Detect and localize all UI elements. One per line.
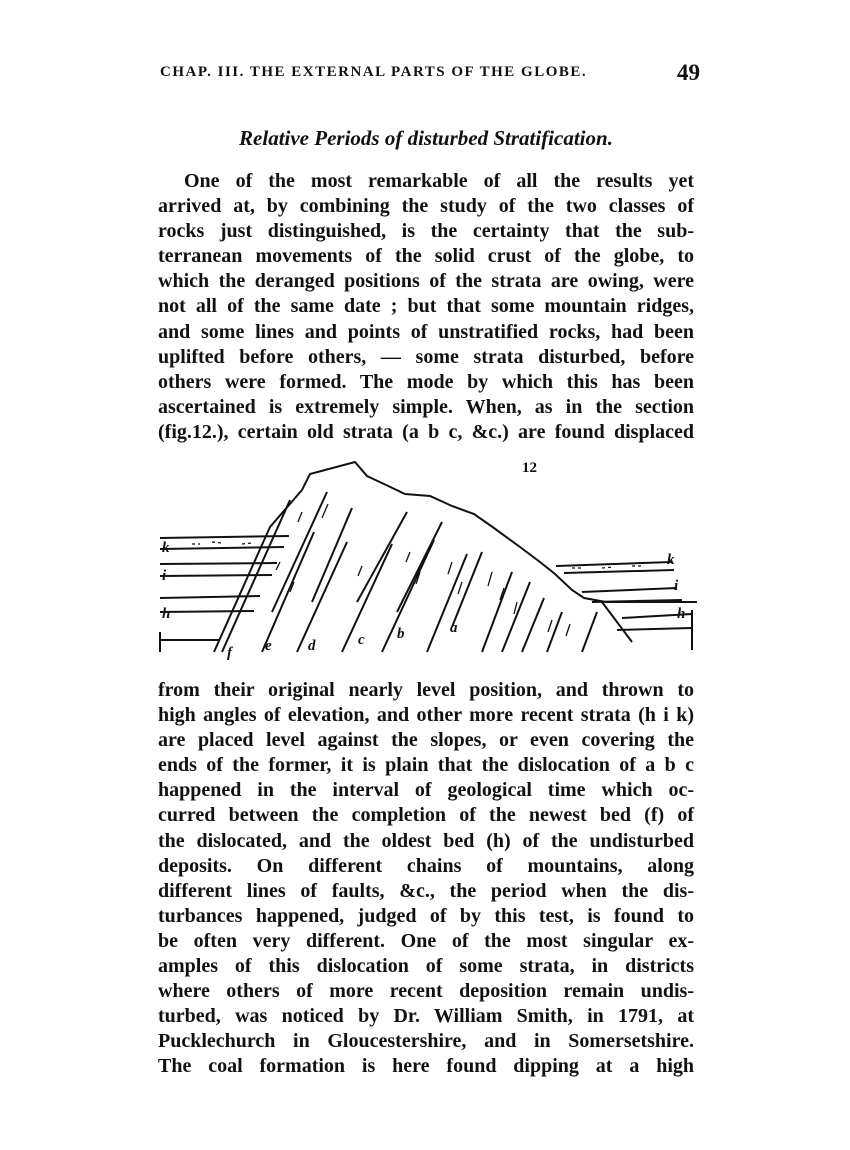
text-line: terranean movements of the solid crust of the globe, to xyxy=(158,245,694,268)
text-line: curred between the completion of the newest bed (f) of xyxy=(158,804,694,827)
text-line: and some lines and points of unstratified rocks, had been xyxy=(158,320,694,343)
figure-number: 12 xyxy=(522,460,537,476)
text-line: from their original nearly level position, and thrown to xyxy=(158,679,694,701)
text-line: ascertained is extremely simple. When, as in the section xyxy=(158,395,694,418)
stratum-d xyxy=(297,508,352,652)
label-f: f xyxy=(227,645,232,661)
paragraph-1 xyxy=(158,169,694,445)
stratum-a xyxy=(427,552,482,652)
label-b: b xyxy=(397,626,405,642)
text-line: where others of more recent deposition remain undis- xyxy=(158,980,694,1003)
text-line: are placed level against the slopes, or even covering the xyxy=(158,729,694,752)
text-line: uplifted before others, — some strata disturbed, before xyxy=(158,345,694,368)
label-k-right: k xyxy=(667,552,675,568)
paragraph-2 xyxy=(158,678,694,1080)
label-e: e xyxy=(265,638,272,654)
text-line: arrived at, by combining the study of the two classes of xyxy=(158,195,694,218)
text-line: others were formed. The mode by which this has been xyxy=(158,370,694,393)
running-head: CHAP. III. THE EXTERNAL PARTS OF THE GLOBE. xyxy=(160,64,588,80)
label-d: d xyxy=(308,638,316,654)
text-line: Pucklechurch in Gloucestershire, and in Somersetshire. xyxy=(158,1030,694,1053)
text-line: turbances happened, judged of by this test, is found to xyxy=(158,904,694,927)
text-line: different lines of faults, &c., the period when the dis- xyxy=(158,879,694,902)
section-title: Relative Periods of disturbed Stratification. xyxy=(239,126,613,150)
text-line: which the deranged positions of the strata are owing, were xyxy=(158,270,694,293)
text-line: (fig.12.), certain old strata (a b c, &c.) are found displaced xyxy=(158,420,694,443)
label-c: c xyxy=(358,632,365,648)
stratum-e xyxy=(262,492,327,652)
text-line: turbed, was noticed by Dr. William Smith, in 1791, at xyxy=(158,1005,694,1028)
text-line: The coal formation is here found dipping at a high xyxy=(158,1055,694,1078)
label-i-left: i xyxy=(162,568,167,584)
text-line: deposits. On different chains of mountains, along xyxy=(158,854,694,877)
geological-section-figure xyxy=(152,452,697,667)
page-header xyxy=(160,60,700,90)
text-line: One of the most remarkable of all the results yet xyxy=(184,170,694,192)
label-h-left: h xyxy=(162,606,171,622)
text-line: high angles of elevation, and other more recent strata (h i k) xyxy=(158,704,694,727)
page-number: 49 xyxy=(677,60,700,85)
label-k-left: k xyxy=(162,540,170,556)
label-a: a xyxy=(450,620,458,636)
text-line: be often very different. One of the most singular ex- xyxy=(158,929,694,952)
text-line: happened in the interval of geological time which oc- xyxy=(158,779,694,802)
text-line: rocks just distinguished, is the certainty that the sub- xyxy=(158,220,694,243)
text-line: amples of this dislocation of some strata, in districts xyxy=(158,955,694,978)
label-i-right: i xyxy=(674,578,679,594)
text-line: the dislocated, and the oldest bed (h) of the undisturbed xyxy=(158,829,694,852)
text-line: ends of the former, it is plain that the dislocation of a b c xyxy=(158,754,694,777)
text-line: not all of the same date ; but that some mountain ridges, xyxy=(158,295,694,318)
label-h-right: h xyxy=(677,606,686,622)
